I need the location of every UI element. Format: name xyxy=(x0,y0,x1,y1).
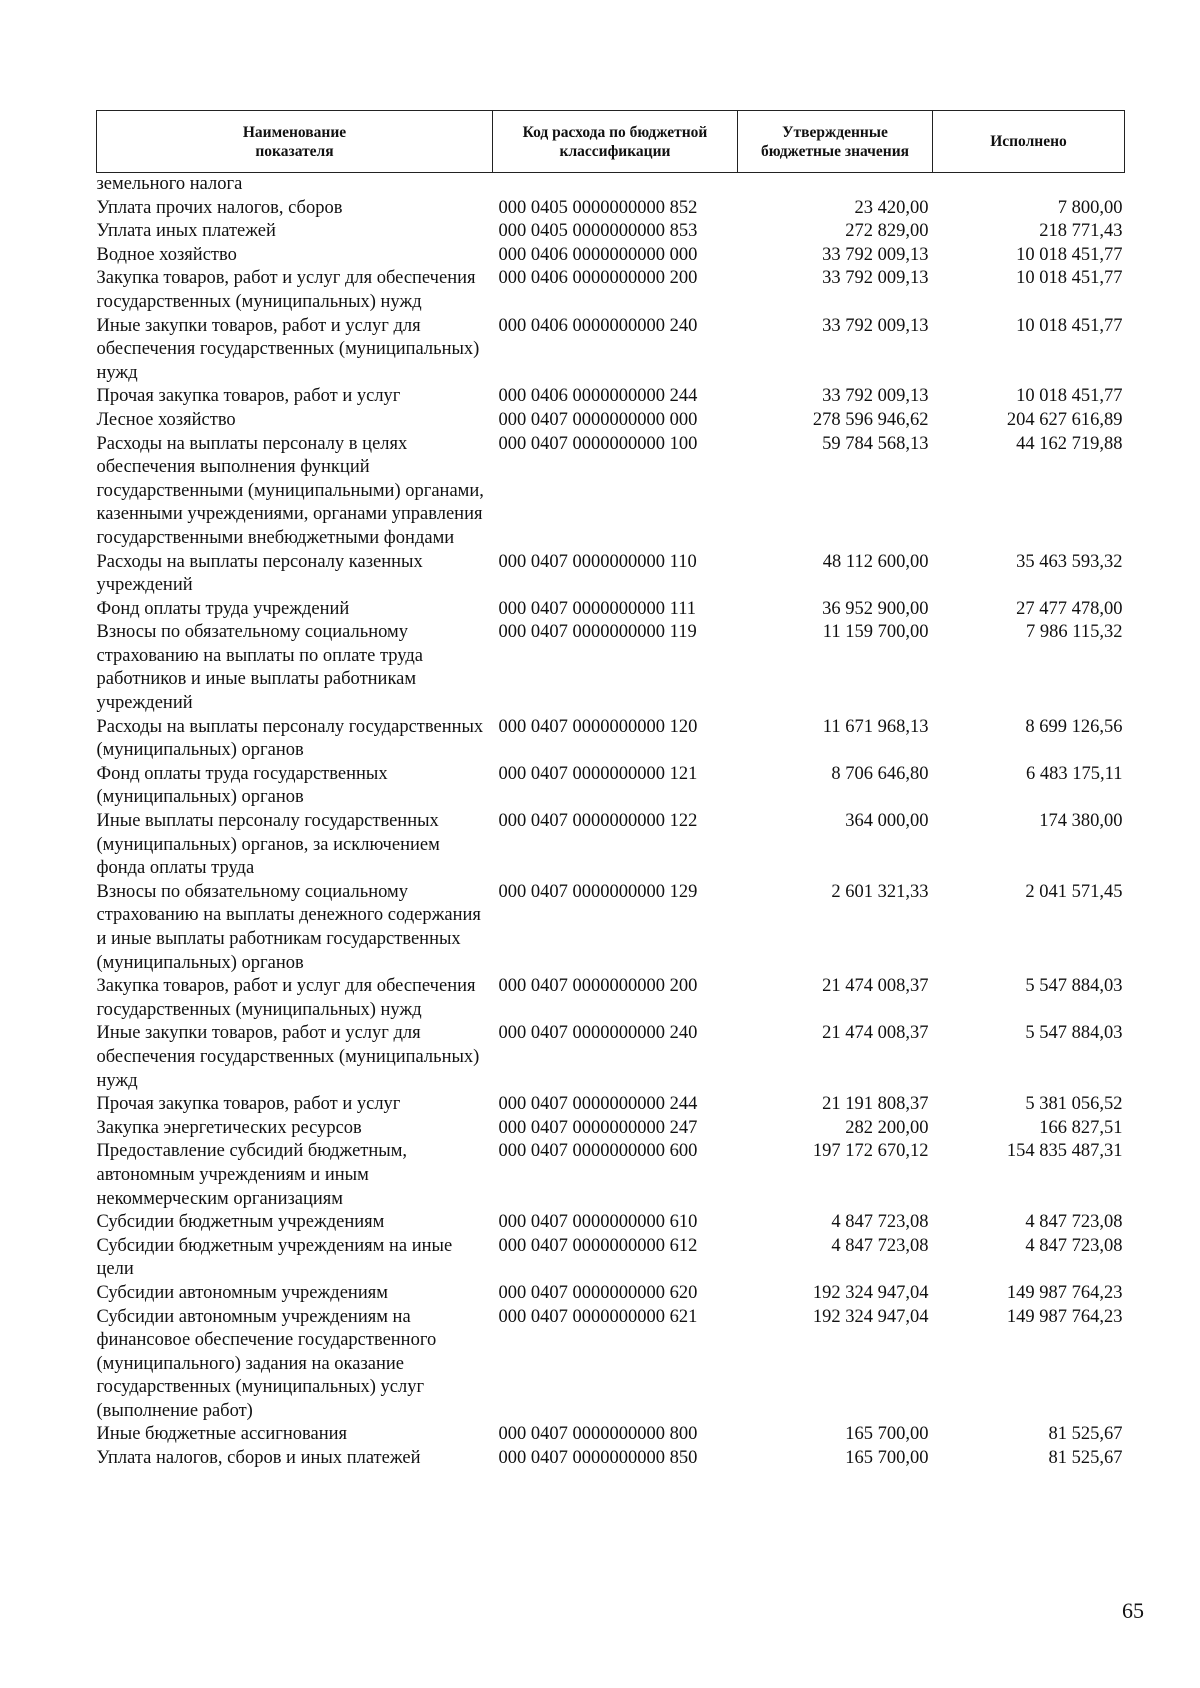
cell-indicator-name: земельного налога xyxy=(96,174,243,194)
cell-executed-value: 81 525,67 xyxy=(1048,1424,1123,1445)
table-row xyxy=(97,551,1125,598)
cell-expense-code: 000 0407 0000000000 240 xyxy=(498,1023,698,1044)
cell-approved-value: 36 952 900,00 xyxy=(822,598,929,619)
cell-executed-value: 5 547 884,03 xyxy=(1025,1023,1123,1044)
cell-indicator-name: Водное хозяйство xyxy=(96,244,237,265)
cell-expense-code: 000 0407 0000000000 247 xyxy=(498,1117,698,1138)
cell-expense-code: 000 0405 0000000000 852 xyxy=(498,197,698,218)
table-row xyxy=(97,315,1125,386)
cell-approved-value: 8 706 646,80 xyxy=(831,763,929,784)
table-row xyxy=(97,975,1125,1022)
cell-expense-code: 000 0407 0000000000 110 xyxy=(498,551,697,572)
cell-indicator-name: Расходы на выплаты персоналу казенных учреждений xyxy=(96,551,423,596)
cell-approved-value: 33 792 009,13 xyxy=(822,315,929,336)
cell-indicator-name: Закупка товаров, работ и услуг для обеспечения государственных (муниципальных) нужд xyxy=(96,976,476,1020)
header-expense-code xyxy=(493,111,738,173)
table-body xyxy=(97,173,1125,1471)
cell-executed-value: 166 827,51 xyxy=(1039,1117,1123,1138)
cell-expense-code: 000 0407 0000000000 000 xyxy=(498,409,698,430)
cell-executed-value xyxy=(933,173,1125,197)
cell-expense-code: 000 0405 0000000000 853 xyxy=(498,221,698,242)
table-row xyxy=(97,810,1125,881)
cell-approved-value: 278 596 946,62 xyxy=(812,409,929,430)
cell-indicator-name: Закупка энергетических ресурсов xyxy=(96,1117,362,1138)
page-number: 65 xyxy=(1122,1598,1144,1623)
cell-approved-value: 282 200,00 xyxy=(845,1117,929,1138)
cell-approved-value xyxy=(738,173,933,197)
table-row xyxy=(97,881,1125,975)
cell-expense-code: 000 0407 0000000000 244 xyxy=(498,1094,698,1115)
table-row xyxy=(97,621,1125,715)
table-row xyxy=(97,244,1125,268)
cell-expense-code: 000 0407 0000000000 850 xyxy=(498,1448,698,1469)
header-executed-text: Исполнено xyxy=(990,133,1067,150)
cell-expense-code: 000 0407 0000000000 610 xyxy=(498,1212,698,1233)
cell-indicator-name: Фонд оплаты труда учреждений xyxy=(96,598,350,619)
cell-expense-code: 000 0406 0000000000 000 xyxy=(498,244,698,265)
header-indicator-name xyxy=(97,111,493,173)
cell-indicator-name: Уплата прочих налогов, сборов xyxy=(96,197,343,218)
table-row xyxy=(97,220,1125,244)
cell-expense-code: 000 0407 0000000000 111 xyxy=(498,598,697,619)
cell-indicator-name: Предоставление субсидий бюджетным, автономным учреждениям и иным некоммерческим организациям xyxy=(96,1141,408,1209)
budget-execution-table xyxy=(96,110,1125,1471)
table-row xyxy=(97,1447,1125,1471)
cell-indicator-name: Иные бюджетные ассигнования xyxy=(96,1424,348,1445)
cell-approved-value: 23 420,00 xyxy=(854,197,929,218)
cell-executed-value: 2 041 571,45 xyxy=(1025,881,1123,902)
cell-executed-value: 44 162 719,88 xyxy=(1016,433,1123,454)
cell-approved-value: 33 792 009,13 xyxy=(822,386,929,407)
cell-executed-value: 81 525,67 xyxy=(1048,1448,1123,1469)
cell-approved-value: 21 191 808,37 xyxy=(822,1094,929,1115)
table-row xyxy=(97,1093,1125,1117)
cell-expense-code: 000 0407 0000000000 200 xyxy=(498,976,698,997)
header-approved-values xyxy=(738,111,933,173)
cell-approved-value: 272 829,00 xyxy=(845,221,929,242)
cell-indicator-name: Взносы по обязательному социальному страхованию на выплаты денежного содержания и иные выплаты работникам государственных (муниципальных) органов xyxy=(96,881,481,973)
cell-expense-code: 000 0407 0000000000 129 xyxy=(498,881,698,902)
cell-approved-value: 59 784 568,13 xyxy=(822,433,929,454)
table-row xyxy=(97,1306,1125,1424)
cell-indicator-name: Субсидии бюджетным учреждениям на иные цели xyxy=(96,1235,453,1280)
cell-approved-value: 4 847 723,08 xyxy=(831,1235,929,1256)
cell-executed-value: 5 381 056,52 xyxy=(1025,1094,1123,1115)
cell-executed-value: 35 463 593,32 xyxy=(1016,551,1123,572)
cell-expense-code: 000 0407 0000000000 119 xyxy=(498,622,697,643)
cell-approved-value: 11 671 968,13 xyxy=(822,716,929,737)
cell-approved-value: 48 112 600,00 xyxy=(822,551,929,572)
cell-indicator-name: Расходы на выплаты персоналу в целях обеспечения выполнения функций государственными (муниципальными) органами, казенными учреждениями, органами управления государственными внебюджетными фондами xyxy=(96,433,484,548)
header-executed xyxy=(933,111,1125,173)
cell-indicator-name: Субсидии бюджетным учреждениям xyxy=(96,1212,385,1233)
cell-executed-value: 8 699 126,56 xyxy=(1025,716,1123,737)
cell-approved-value: 33 792 009,13 xyxy=(822,244,929,265)
table-row xyxy=(97,409,1125,433)
cell-expense-code: 000 0407 0000000000 100 xyxy=(498,433,698,454)
cell-approved-value: 21 474 008,37 xyxy=(822,1023,929,1044)
cell-executed-value: 4 847 723,08 xyxy=(1025,1212,1123,1233)
table-row xyxy=(97,1140,1125,1211)
cell-expense-code: 000 0406 0000000000 200 xyxy=(498,268,698,289)
cell-approved-value: 165 700,00 xyxy=(845,1424,929,1445)
cell-executed-value: 10 018 451,77 xyxy=(1016,315,1123,336)
cell-executed-value: 204 627 616,89 xyxy=(1006,409,1123,430)
cell-executed-value: 218 771,43 xyxy=(1039,221,1123,242)
cell-indicator-name: Субсидии автономным учреждениям xyxy=(96,1282,388,1303)
cell-indicator-name: Субсидии автономным учреждениям на финансовое обеспечение государственного (муниципального) задания на оказание государственных (муниципальных) услуг (выполнение работ) xyxy=(96,1306,437,1421)
cell-executed-value: 10 018 451,77 xyxy=(1016,244,1123,265)
cell-indicator-name: Уплата налогов, сборов и иных платежей xyxy=(96,1448,421,1469)
table-row xyxy=(97,267,1125,314)
table-row xyxy=(97,1235,1125,1282)
table-row xyxy=(97,1423,1125,1447)
table-row xyxy=(97,197,1125,221)
cell-indicator-name: Иные закупки товаров, работ и услуг для обеспечения государственных (муниципальных) нужд xyxy=(96,315,480,383)
table-row xyxy=(97,173,1125,197)
cell-executed-value: 149 987 764,23 xyxy=(1006,1282,1123,1303)
cell-executed-value: 27 477 478,00 xyxy=(1016,598,1123,619)
cell-expense-code: 000 0407 0000000000 122 xyxy=(498,811,698,832)
table-row xyxy=(97,1282,1125,1306)
cell-indicator-name: Фонд оплаты труда государственных (муниципальных) органов xyxy=(96,763,388,808)
cell-expense-code: 000 0407 0000000000 120 xyxy=(498,716,698,737)
cell-approved-value: 165 700,00 xyxy=(845,1448,929,1469)
table-row xyxy=(97,433,1125,551)
cell-expense-code: 000 0406 0000000000 244 xyxy=(498,386,698,407)
cell-approved-value: 192 324 947,04 xyxy=(812,1306,929,1327)
table-row xyxy=(97,598,1125,622)
header-approved-values-text: Утвержденные бюджетные значения xyxy=(760,123,910,160)
cell-executed-value: 5 547 884,03 xyxy=(1025,976,1123,997)
table-header xyxy=(97,111,1125,173)
cell-expense-code: 000 0407 0000000000 621 xyxy=(498,1306,698,1327)
cell-executed-value: 10 018 451,77 xyxy=(1016,268,1123,289)
cell-indicator-name: Прочая закупка товаров, работ и услуг xyxy=(96,386,401,407)
cell-approved-value: 197 172 670,12 xyxy=(812,1141,929,1162)
cell-executed-value: 10 018 451,77 xyxy=(1016,386,1123,407)
cell-executed-value: 149 987 764,23 xyxy=(1006,1306,1123,1327)
table-row xyxy=(97,1022,1125,1093)
cell-executed-value: 7 800,00 xyxy=(1057,197,1123,218)
table-row xyxy=(97,716,1125,763)
header-indicator-name-text: Наименование показателя xyxy=(242,123,347,160)
cell-expense-code: 000 0406 0000000000 240 xyxy=(498,315,698,336)
cell-executed-value: 6 483 175,11 xyxy=(1026,763,1123,784)
table-row xyxy=(97,1117,1125,1141)
cell-expense-code: 000 0407 0000000000 600 xyxy=(498,1141,698,1162)
table-row xyxy=(97,1211,1125,1235)
header-expense-code-text: Код расхода по бюджетной классификации xyxy=(522,123,708,160)
cell-approved-value: 2 601 321,33 xyxy=(831,881,929,902)
cell-indicator-name: Иные выплаты персоналу государственных (муниципальных) органов, за исключением фонда оплаты труда xyxy=(96,811,440,879)
table-row xyxy=(97,763,1125,810)
cell-expense-code: 000 0407 0000000000 612 xyxy=(498,1235,698,1256)
cell-indicator-name: Уплата иных платежей xyxy=(96,221,276,242)
cell-indicator-name: Лесное хозяйство xyxy=(96,409,236,430)
cell-executed-value: 7 986 115,32 xyxy=(1026,622,1123,643)
cell-approved-value: 33 792 009,13 xyxy=(822,268,929,289)
cell-expense-code: 000 0407 0000000000 121 xyxy=(498,763,698,784)
cell-approved-value: 11 159 700,00 xyxy=(822,622,929,643)
cell-indicator-name: Закупка товаров, работ и услуг для обеспечения государственных (муниципальных) нужд xyxy=(96,268,476,312)
cell-expense-code xyxy=(493,173,738,197)
cell-indicator-name: Расходы на выплаты персоналу государственных (муниципальных) органов xyxy=(96,716,484,761)
cell-executed-value: 154 835 487,31 xyxy=(1006,1141,1123,1162)
cell-expense-code: 000 0407 0000000000 800 xyxy=(498,1424,698,1445)
cell-approved-value: 192 324 947,04 xyxy=(812,1282,929,1303)
table-row xyxy=(97,385,1125,409)
cell-expense-code: 000 0407 0000000000 620 xyxy=(498,1282,698,1303)
cell-approved-value: 364 000,00 xyxy=(845,811,929,832)
cell-indicator-name: Взносы по обязательному социальному страхованию на выплаты по оплате труда работников и иные выплаты работникам учреждений xyxy=(96,622,423,714)
cell-approved-value: 4 847 723,08 xyxy=(831,1212,929,1233)
cell-executed-value: 174 380,00 xyxy=(1039,811,1123,832)
cell-approved-value: 21 474 008,37 xyxy=(822,976,929,997)
cell-indicator-name: Прочая закупка товаров, работ и услуг xyxy=(96,1094,401,1115)
cell-indicator-name: Иные закупки товаров, работ и услуг для обеспечения государственных (муниципальных) нужд xyxy=(96,1023,480,1091)
cell-executed-value: 4 847 723,08 xyxy=(1025,1235,1123,1256)
